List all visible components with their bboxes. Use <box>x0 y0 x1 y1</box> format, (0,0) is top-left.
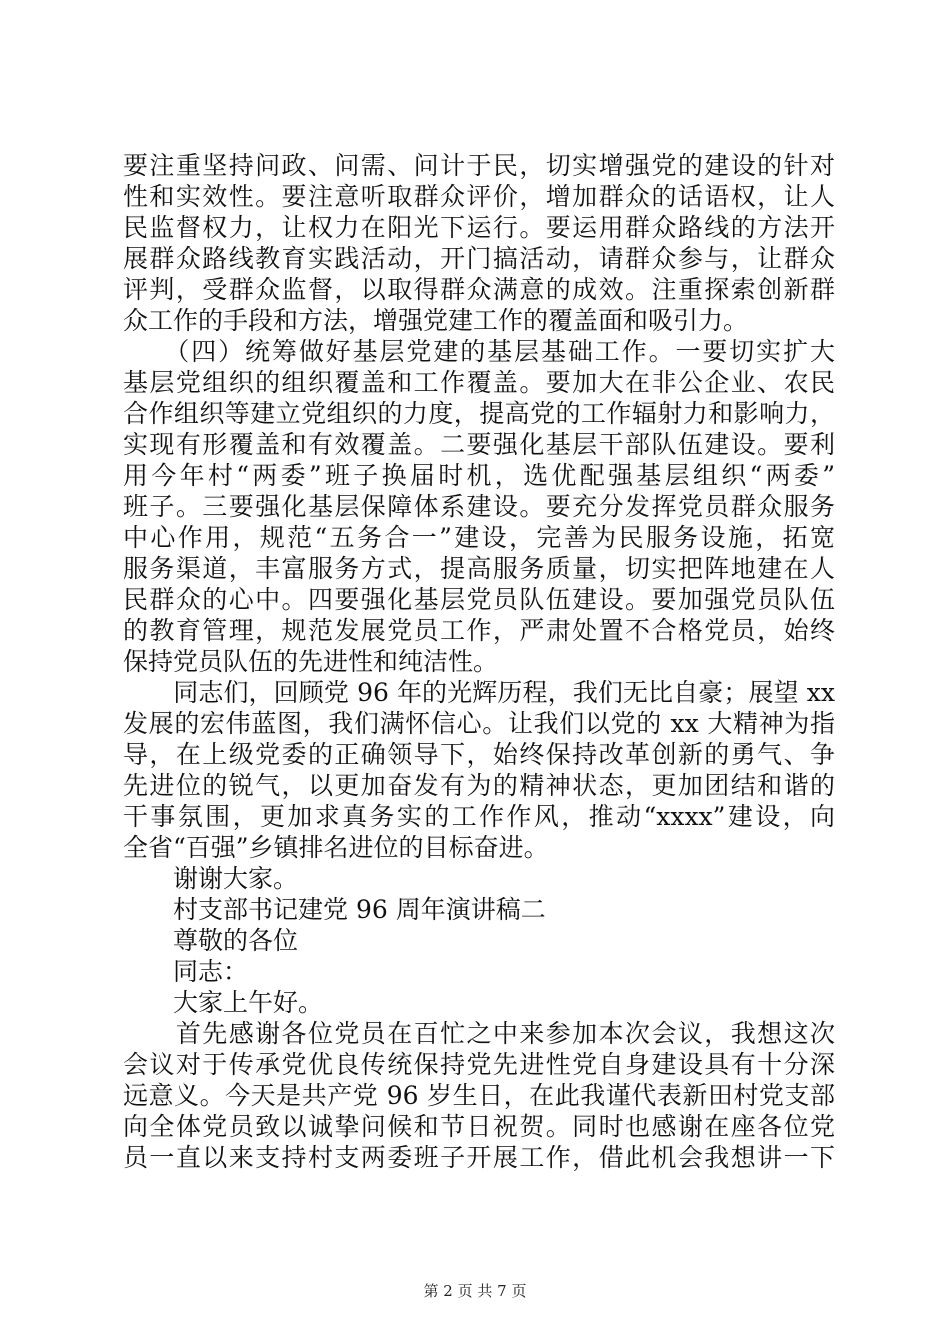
text-line: 导，在上级党委的正确领导下，始终保持改革创新的勇气、争 <box>123 740 835 769</box>
text-line: 会议对于传承党优良传统保持党先进性党自身建设具有十分深 <box>123 1050 835 1079</box>
text-line: 同志： <box>123 957 249 986</box>
text-line: 展群众路线教育实践活动，开门搞活动，请群众参与，让群众 <box>123 244 835 273</box>
text-line: （四）统筹做好基层党建的基层基础工作。一要切实扩大 <box>123 337 835 366</box>
text-line: 评判，受群众监督，以取得群众满意的成效。注重探索创新群 <box>123 275 835 304</box>
text-line: 同志们，回顾党 96 年的光辉历程，我们无比自豪；展望 xx <box>123 678 835 707</box>
text-line: 的教育管理，规范发展党员工作，严肃处置不合格党员，始终 <box>123 616 835 645</box>
text-line: 性和实效性。要注意听取群众评价，增加群众的话语权，让人 <box>123 182 835 211</box>
text-line: 民监督权力，让权力在阳光下运行。要运用群众路线的方法开 <box>123 213 835 242</box>
text-line: 基层党组织的组织覆盖和工作覆盖。要加大在非公企业、农民 <box>123 368 835 397</box>
text-line: 实现有形覆盖和有效覆盖。二要强化基层干部队伍建设。要利 <box>123 430 835 459</box>
text-line: 先进位的锐气，以更加奋发有为的精神状态，更加团结和谐的 <box>123 771 835 800</box>
page-footer: 第 2 页 共 7 页 <box>423 1282 527 1300</box>
text-line: 全省“百强”乡镇排名进位的目标奋进。 <box>123 833 549 862</box>
text-line: 合作组织等建立党组织的力度，提高党的工作辐射力和影响力， <box>123 399 835 428</box>
text-line: 干事氛围，更加求真务实的工作作风，推动“xxxx”建设，向 <box>123 802 835 831</box>
text-line: 中心作用，规范“五务合一”建设，完善为民服务设施，拓宽 <box>123 523 835 552</box>
text-line: 村支部书记建党 96 周年演讲稿二 <box>123 895 546 924</box>
text-line: 班子。三要强化基层保障体系建设。要充分发挥党员群众服务 <box>123 492 835 521</box>
text-line: 民群众的心中。四要强化基层党员队伍建设。要加强党员队伍 <box>123 585 835 614</box>
document-body <box>123 150 835 1173</box>
text-line: 用今年村“两委”班子换届时机，选优配强基层组织“两委” <box>123 461 835 490</box>
text-line: 要注重坚持问政、问需、问计于民，切实增强党的建设的针对 <box>123 151 835 180</box>
text-line: 服务渠道，丰富服务方式，提高服务质量，切实把阵地建在人 <box>123 554 835 583</box>
text-line: 保持党员队伍的先进性和纯洁性。 <box>123 647 499 676</box>
text-line: 向全体党员致以诚挚问候和节日祝贺。同时也感谢在座各位党 <box>123 1112 835 1141</box>
text-line: 远意义。今天是共产党 96 岁生日，在此我谨代表新田村党支部 <box>123 1081 835 1110</box>
text-line: 发展的宏伟蓝图，我们满怀信心。让我们以党的 xx 大精神为指 <box>123 709 835 738</box>
text-line: 大家上午好。 <box>123 988 324 1017</box>
text-line: 谢谢大家。 <box>123 864 299 893</box>
text-line: 员一直以来支持村支两委班子开展工作，借此机会我想讲一下 <box>123 1143 835 1172</box>
text-line: 首先感谢各位党员在百忙之中来参加本次会议，我想这次 <box>123 1019 835 1048</box>
text-line: 众工作的手段和方法，增强党建工作的覆盖面和吸引力。 <box>123 306 749 335</box>
text-line: 尊敬的各位 <box>123 926 299 955</box>
